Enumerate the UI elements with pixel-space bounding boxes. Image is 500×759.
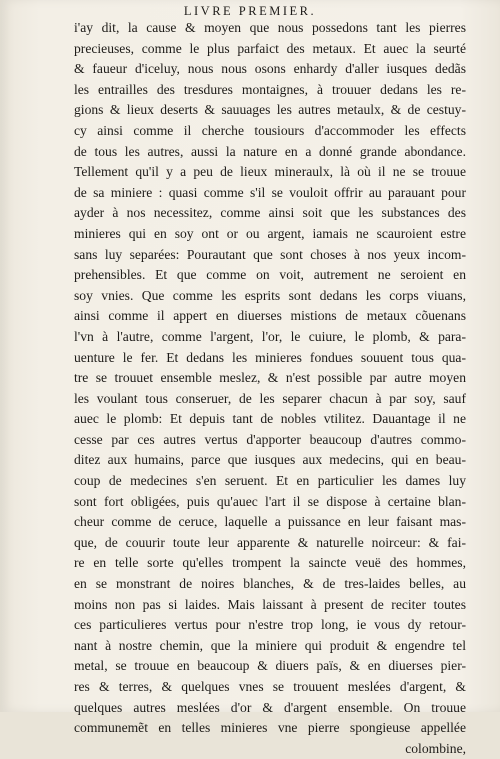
text-line: de tous les autres, aussi la nature en a donné grande abondance. xyxy=(74,143,466,159)
text-line: soy vnies. Que comme les esprits sont dedans les corps viuans, xyxy=(74,287,466,303)
text-line: re en telle sorte qu'elles trompent la saincte veuë des hommes, xyxy=(74,555,466,571)
text-line: ditez aux humains, parce que iusques aux medecins, qui en beau- xyxy=(74,452,466,468)
text-line: les entrailles des tresdures montaignes, à trouuer dedans les re- xyxy=(74,81,466,97)
text-line: les voulant tous conseruer, de les separer chacun à par soy, sauf xyxy=(74,390,466,406)
text-line: Tellement qu'il y a peu de lieux mineraulx, là où il ne se trouue xyxy=(74,164,466,180)
text-line: prehensibles. Et que comme on voit, autrement ne seroient en xyxy=(74,267,466,283)
text-line: precieuses, comme le plus parfaict des metaux. Et auec la seurté xyxy=(74,40,466,56)
text-line: res & terres, & quelques vnes se trouuent meslées d'argent, & xyxy=(74,679,466,694)
text-line: cy ainsi comme il cherche tousiours d'accommoder les effects xyxy=(74,122,466,138)
text-line: cheur comme de ceruce, laquelle a puissance en leur faisant mas- xyxy=(74,514,466,530)
text-line: uenture le fer. Et dedans les minieres fondues souuent tous qua- xyxy=(74,349,466,365)
text-line: auec le plomb: Et depuis tant de nobles vtilitez. Dauantage il ne xyxy=(74,411,466,427)
text-line: ces particulieres vertus pour n'estre trop long, ie vous dy retour- xyxy=(74,617,466,633)
text-line: ayder à nos necessitez, comme ainsi soit que les substances des xyxy=(74,205,466,221)
text-line: cesse par ces autres vertus d'apporter beaucoup d'autres commo- xyxy=(74,431,466,447)
text-line: coup de medecines s'en seruent. Et en particulier les dames luy xyxy=(74,473,466,489)
text-line: colombine, xyxy=(405,740,466,756)
text-line: gions & lieux deserts & sauuages les autres metaulx, & de cestuy- xyxy=(74,102,466,118)
text-line: nant à nostre chemin, que la miniere qui produit & engendre tel xyxy=(74,637,466,653)
text-line: & faueur d'iceluy, nous nous osons enhardy d'aller iusques dedãs xyxy=(74,61,466,77)
text-line: de sa miniere : quasi comme s'il se vouloit offrir au parauant pour xyxy=(74,184,466,200)
text-line: metal, se trouue en beaucoup & diuers païs, & en diuerses pier- xyxy=(74,658,466,674)
text-line: l'vn à l'autre, comme l'argent, l'or, le cuiure, le plomb, & para- xyxy=(74,328,466,344)
text-line: i'ay dit, la cause & moyen que nous possedons tant les pierres xyxy=(74,20,466,35)
text-line: quelques autres meslées d'or & d'argent ensemble. On trouue xyxy=(74,699,466,715)
text-line: sans luy separées: Pourautant que sont choses à nos yeux incom- xyxy=(74,246,466,262)
text-line: communemẽt en telles minieres vne pierre spongieuse appellée xyxy=(74,720,466,736)
text-line: tre se trouuet ensemble meslez, & n'est possible par autre moyen xyxy=(74,370,466,386)
text-line: minieres qui en soy ont or ou argent, iamais ne scauroient estre xyxy=(74,225,466,241)
text-line: moins non pas si laides. Mais laissant à present de reciter toutes xyxy=(74,596,466,612)
text-line: en se monstrant de noires blanches, & de tres-laides belles, au xyxy=(74,576,466,592)
text-block xyxy=(74,18,466,759)
text-line: ainsi comme il appert en diuerses mistions de metaux cõuenans xyxy=(74,308,466,324)
text-line: sont fort obligées, puis qu'auec l'art il se dispose à certaine blan- xyxy=(74,493,466,509)
running-head: LIVRE PREMIER. xyxy=(183,4,317,18)
text-line: que, de couurir toute leur apparente & naturelle noirceur: & fai- xyxy=(74,534,466,550)
